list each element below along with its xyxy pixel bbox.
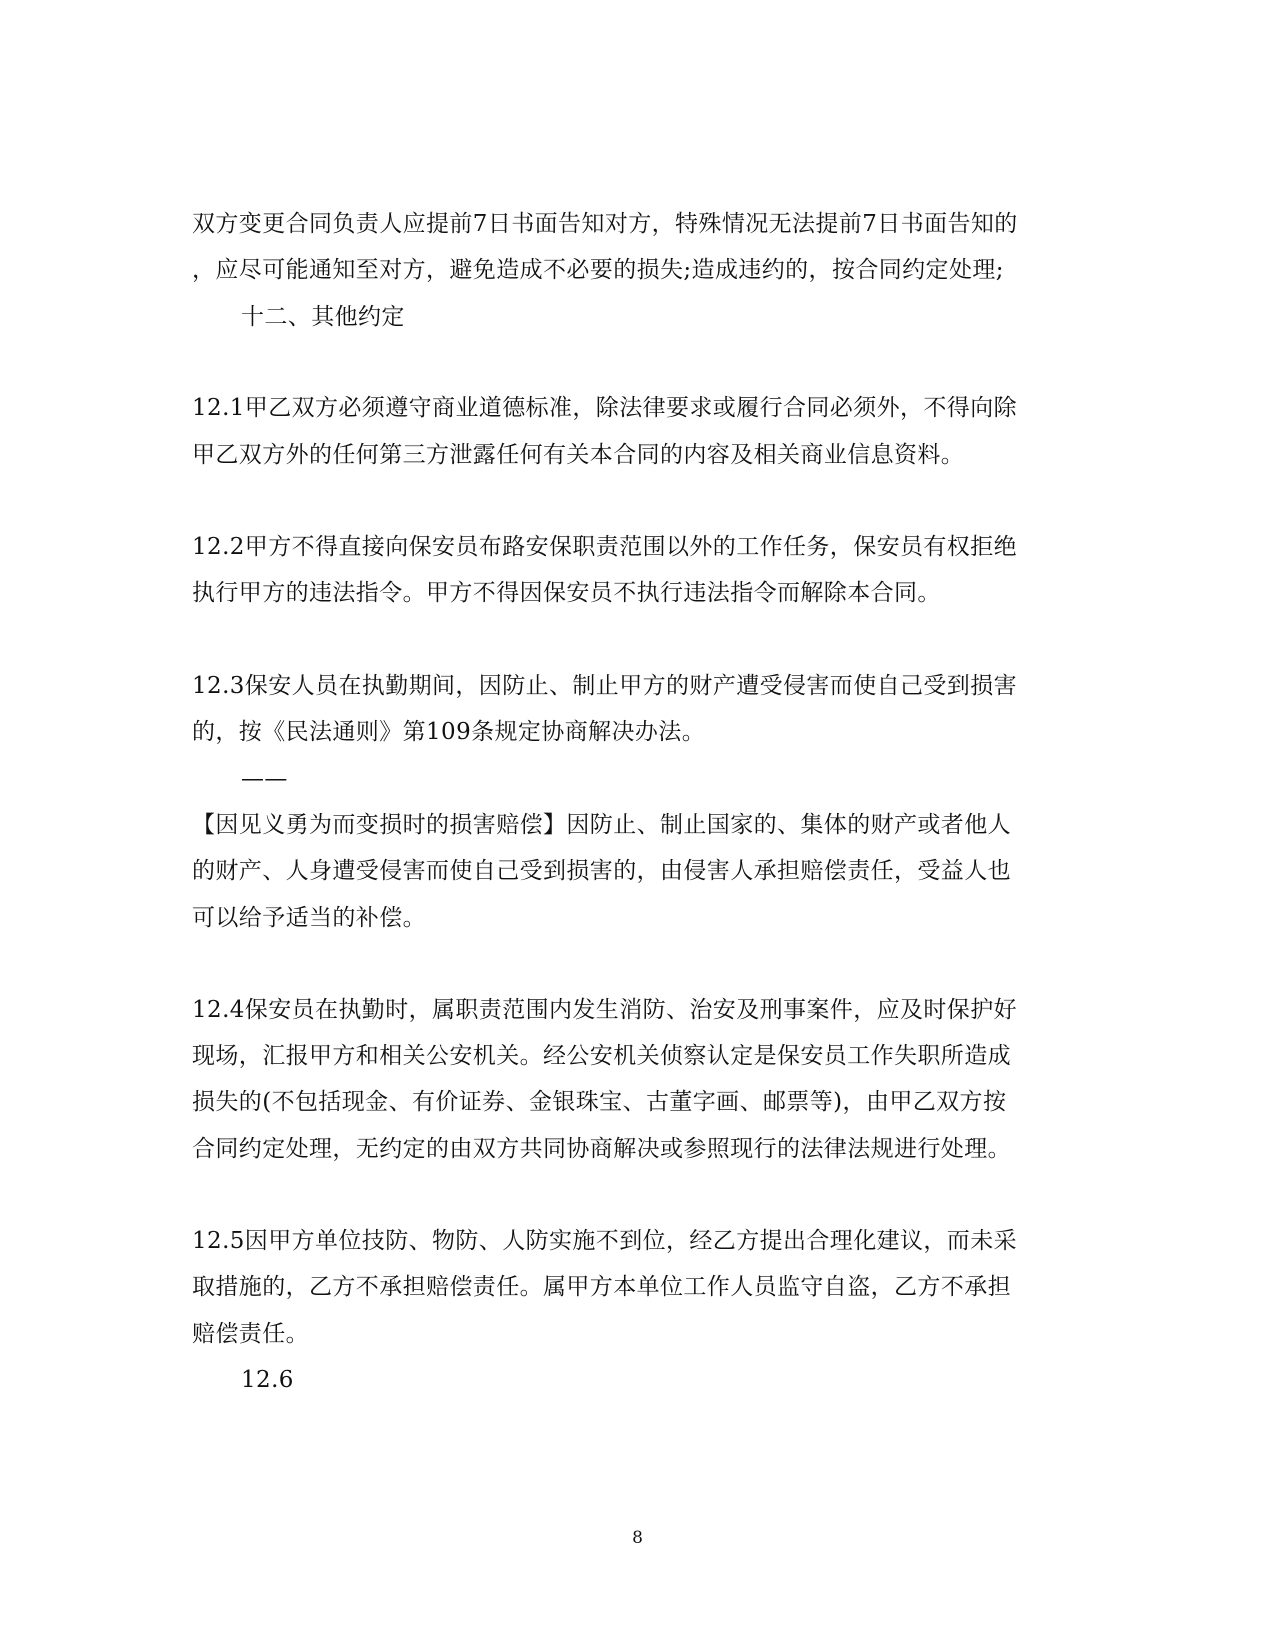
text-line: 12.6 bbox=[241, 1367, 294, 1393]
text-line: ，应尽可能通知至对方，避免造成不必要的损失;造成违约的，按合同约定处理; bbox=[192, 257, 1004, 283]
text-line: 甲乙双方外的任何第三方泄露任何有关本合同的内容及相关商业信息资料。 bbox=[192, 442, 965, 468]
text-line: 12.5因甲方单位技防、物防、人防实施不到位，经乙方提出合理化建议，而未采 bbox=[192, 1228, 1018, 1254]
text-line: 的财产、人身遭受侵害而使自己受到损害的，由侵害人承担赔偿责任，受益人也 bbox=[192, 858, 1011, 884]
text-line: 12.3保安人员在执勤期间，因防止、制止甲方的财产遭受侵害而使自己受到损害 bbox=[192, 673, 1018, 699]
text-line: 现场，汇报甲方和相关公安机关。经公安机关侦察认定是保安员工作失职所造成 bbox=[192, 1043, 1011, 1069]
text-line: 合同约定处理，无约定的由双方共同协商解决或参照现行的法律法规进行处理。 bbox=[192, 1136, 1011, 1162]
text-line: 12.1甲乙双方必须遵守商业道德标准，除法律要求或履行合同必须外，不得向除 bbox=[192, 395, 1018, 421]
text-line: 取措施的，乙方不承担赔偿责任。属甲方本单位工作人员监守自盗，乙方不承担 bbox=[192, 1274, 1011, 1300]
page-number: 8 bbox=[632, 1528, 643, 1548]
text-line: 可以给予适当的补偿。 bbox=[192, 905, 426, 931]
text-line: 执行甲方的违法指令。甲方不得因保安员不执行违法指令而解除本合同。 bbox=[192, 580, 941, 606]
dash-line: —— bbox=[241, 766, 288, 792]
text-line: 12.2甲方不得直接向保安员布路安保职责范围以外的工作任务，保安员有权拒绝 bbox=[192, 534, 1018, 560]
text-line: 双方变更合同负责人应提前7日书面告知对方，特殊情况无法提前7日书面告知的 bbox=[192, 211, 1018, 237]
text-line: 的，按《民法通则》第109条规定协商解决办法。 bbox=[192, 719, 706, 745]
section-heading: 十二、其他约定 bbox=[241, 304, 405, 330]
text-line: 赔偿责任。 bbox=[192, 1321, 309, 1347]
text-line: 损失的(不包括现金、有价证券、金银珠宝、古董字画、邮票等)，由甲乙双方按 bbox=[192, 1089, 1007, 1115]
text-line: 12.4保安员在执勤时，属职责范围内发生消防、治安及刑事案件，应及时保护好 bbox=[192, 997, 1018, 1023]
text-line: 【因见义勇为而变损时的损害赔偿】因防止、制止国家的、集体的财产或者他人 bbox=[192, 812, 1011, 838]
